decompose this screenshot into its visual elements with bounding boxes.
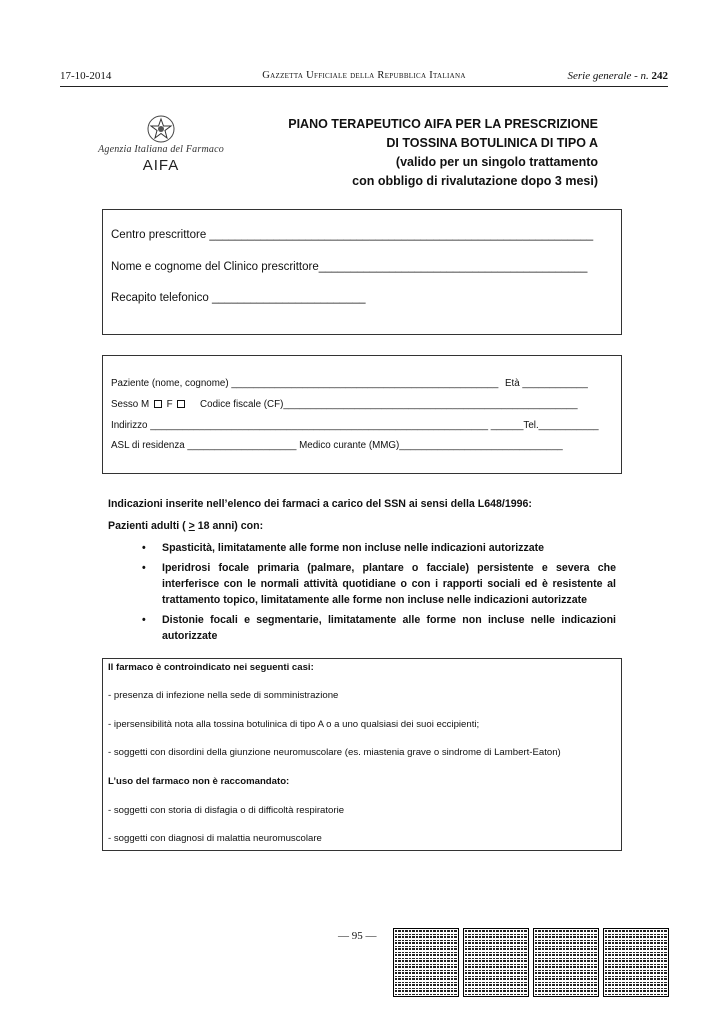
list-item: • Spasticità, limitatamente alle forme non incluse nelle indicazioni autorizzate — [142, 540, 616, 556]
aifa-logo — [96, 114, 226, 184]
eta-field[interactable]: Età ____________ — [505, 378, 588, 389]
centro-prescrittore-field[interactable]: Centro prescrittore ____________________________________________________________ — [111, 229, 594, 241]
header-series: Serie generale - n. 242 — [567, 70, 668, 82]
document-title — [258, 115, 598, 191]
patient-box — [102, 355, 622, 474]
header-gazette-title: Gazzetta Ufficiale della Repubblica Italiana — [262, 70, 466, 81]
list-item: • Iperidrosi focale primaria (palmare, plantare o facciale) persistente e severa che interferisce con le normali attività quotidiane o con i rapporti sociali ed è resistente al trattamento topico, limitatamente alle forme non incluse nelle indicazioni autorizzate — [142, 560, 616, 608]
list-item: • Distonie focali e segmentarie, limitatamente alle forme non incluse nelle indicazioni autorizzate — [142, 612, 616, 644]
title-line-1: PIANO TERAPEUTICO AIFA PER LA PRESCRIZIONE — [288, 117, 598, 131]
list-item: - soggetti con disordini della giunzione neuromuscolare (es. miastenia grave o sindrome di Lambert-Eaton) — [108, 747, 561, 758]
title-line-4: con obbligo di rivalutazione dopo 3 mesi) — [352, 174, 598, 188]
agency-name: Agenzia Italiana del Farmaco — [98, 144, 224, 155]
not-recommended-heading: L’uso del farmaco non è raccomandato: — [108, 776, 290, 787]
codice-fiscale-field[interactable]: Codice fiscale (CF)______________________________________________________ — [200, 399, 578, 410]
indications-intro: Indicazioni inserite nell’elenco dei farmaci a carico del SSN ai sensi della L648/1996: — [108, 498, 532, 510]
datamatrix-code-1 — [393, 928, 459, 997]
title-line-2: DI TOSSINA BOTULINICA DI TIPO A — [386, 136, 598, 150]
sesso-row — [111, 399, 578, 410]
sesso-m-checkbox[interactable] — [154, 400, 162, 408]
sesso-label: Sesso M — [111, 399, 150, 410]
datamatrix-code-4 — [603, 928, 669, 997]
indications-list — [142, 540, 616, 644]
clinico-prescrittore-field[interactable]: Nome e cognome del Clinico prescrittore__________________________________________ — [111, 261, 588, 273]
recapito-telefonico-field[interactable]: Recapito telefonico ________________________ — [111, 292, 366, 304]
sesso-f-checkbox[interactable] — [177, 400, 185, 408]
indications-section — [108, 496, 616, 648]
indirizzo-field[interactable]: Indirizzo ______________________________________________________________ ______Tel.___________ — [111, 420, 599, 431]
header-date: 17-10-2014 — [60, 70, 112, 82]
title-line-3: (valido per un singolo trattamento — [395, 155, 598, 169]
list-item: - soggetti con storia di disfagia o di difficoltà respiratorie — [108, 805, 345, 816]
asl-medico-field[interactable]: ASL di residenza ____________________ Medico curante (MMG)______________________________ — [111, 440, 563, 451]
list-item: - ipersensibilità nota alla tossina botulinica di tipo A o a uno qualsiasi dei suoi eccipienti; — [108, 719, 480, 730]
prescriber-box — [102, 209, 622, 335]
list-item: - presenza di infezione nella sede di somministrazione — [108, 690, 339, 701]
paziente-field[interactable]: Paziente (nome, cognome) _________________________________________________ — [111, 378, 499, 389]
contraindications-heading: Il farmaco è controindicato nei seguenti casi: — [108, 662, 314, 673]
header-series-number: 242 — [651, 70, 668, 82]
gazette-header — [60, 70, 668, 84]
adult-patients-line: Pazienti adulti ( > 18 anni) con: — [108, 520, 264, 532]
sesso-f-label: F — [166, 399, 173, 410]
aifa-wordmark: AIFA — [142, 157, 180, 174]
datamatrix-code-2 — [463, 928, 529, 997]
contraindications-box — [102, 658, 622, 851]
datamatrix-code-3 — [533, 928, 599, 997]
page-number: — 95 — — [338, 930, 377, 942]
list-item: - soggetti con diagnosi di malattia neuromuscolare — [108, 833, 322, 844]
emblem-icon — [146, 114, 176, 144]
header-rule — [60, 86, 668, 87]
